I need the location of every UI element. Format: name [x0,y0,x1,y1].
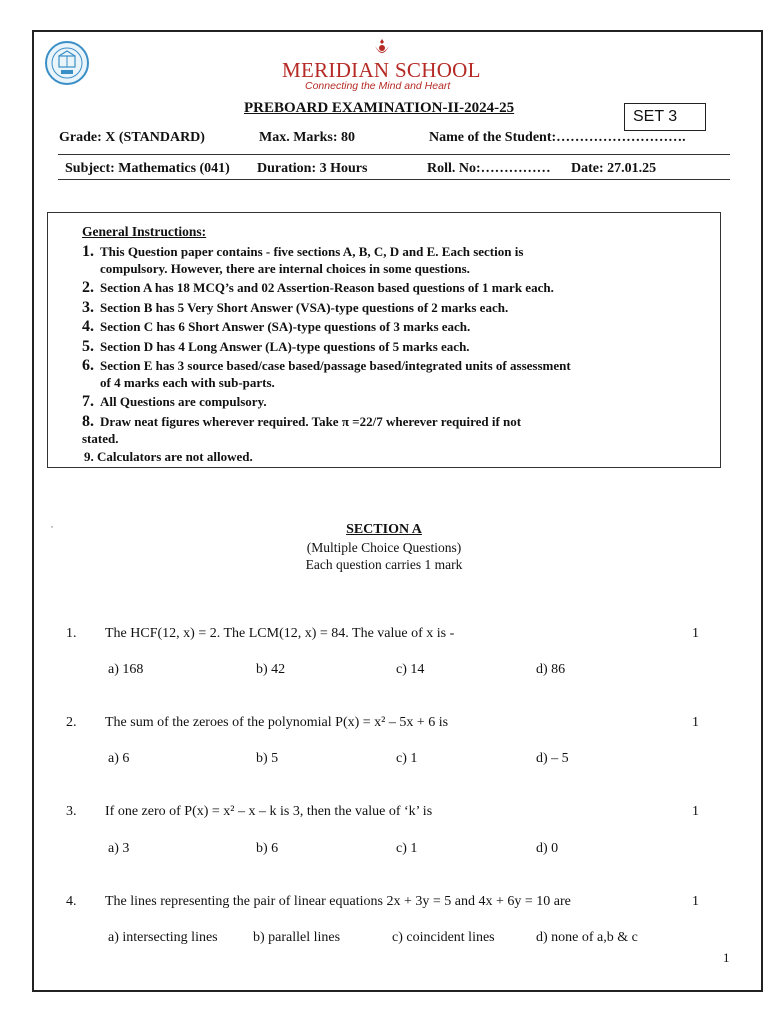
option-a: a) 3 [108,841,130,856]
option-b: b) 5 [256,751,279,766]
exam-title: PREBOARD EXAMINATION-II-2024-25 [244,100,515,116]
option-c: c) 1 [396,751,418,766]
option-b: b) 42 [256,662,286,677]
section-note: Each question carries 1 mark [305,557,463,572]
question-text: The HCF(12, x) = 2. The LCM(12, x) = 84. The value of x is - [105,626,455,641]
instruction-item: 9. Calculators are not allowed. [84,449,253,464]
header-divider [58,154,730,155]
option-d: d) 0 [536,841,559,856]
instruction-number: 5. [82,338,94,355]
set-label: SET 3 [624,103,706,131]
instruction-number: 6. [82,357,94,374]
header-divider-bottom [58,179,730,180]
question-mark: 1 [692,626,699,641]
instruction-item: 2. Section A has 18 MCQ’s and 02 Assertion-Reason based questions of 1 mark each. [82,279,554,296]
grade-label: Grade: X (STANDARD) [59,130,205,145]
instruction-number: 9. [84,449,94,464]
question-number: 4. [66,894,77,909]
question-text: The sum of the zeroes of the polynomial P(x) = x² – 5x + 6 is [105,715,449,730]
question-number: 3. [66,804,77,819]
option-d: d) – 5 [536,751,569,766]
instruction-number: 7. [82,393,94,410]
section-subtitle: (Multiple Choice Questions) [306,540,462,555]
instruction-item: 3. Section B has 5 Very Short Answer (VSA)-type questions of 2 marks each. [82,299,509,316]
instruction-item: 7. All Questions are compulsory. [82,393,267,410]
cbse-logo-icon [44,40,90,86]
instructions-title: General Instructions: [82,224,207,239]
option-d: d) 86 [536,662,566,677]
stray-mark: , [51,520,53,529]
question-number: 1. [66,626,77,641]
option-c: c) coincident lines [392,930,495,945]
subject-label: Subject: Mathematics (041) [65,161,230,176]
option-b: b) 6 [256,841,279,856]
section-title: SECTION A [346,522,422,537]
option-a: a) intersecting lines [108,930,218,945]
option-d: d) none of a,b & c [536,930,638,945]
question-number: 2. [66,715,77,730]
instruction-item: 1. This Question paper contains - five sections A, B, C, D and E. Each section is compulsory. However, there are internal choices in some questions. [82,243,524,276]
instruction-number: 2. [82,279,94,296]
student-name-field: Name of the Student:………………………. [429,130,686,145]
option-c: c) 1 [396,841,418,856]
question-text: The lines representing the pair of linear equations 2x + 3y = 5 and 4x + 6y = 10 are [105,894,571,909]
instruction-number: 1. [82,243,94,260]
question-mark: 1 [692,715,699,730]
option-a: a) 6 [108,751,130,766]
instruction-item: 5. Section D has 4 Long Answer (LA)-type questions of 5 marks each. [82,338,470,355]
max-marks-label: Max. Marks: 80 [259,130,356,145]
question-mark: 1 [692,804,699,819]
school-motto: Connecting the Mind and Heart [305,80,451,92]
instruction-number: 4. [82,318,94,335]
question-text: If one zero of P(x) = x² – x – k is 3, then the value of ‘k’ is [105,804,433,819]
meridian-emblem-icon [373,38,391,58]
school-name: MERIDIAN SCHOOL [282,58,481,82]
option-a: a) 168 [108,662,144,677]
date-label: Date: 27.01.25 [571,161,657,176]
instruction-item: 4. Section C has 6 Short Answer (SA)-type questions of 3 marks each. [82,318,471,335]
instruction-number: 3. [82,299,94,316]
option-c: c) 14 [396,662,425,677]
question-mark: 1 [692,894,699,909]
roll-no-field: Roll. No:…………… [427,161,551,176]
instruction-item: 8. Draw neat figures wherever required. Take π =22/7 wherever required if not stated. [82,413,522,446]
instruction-item: 6. Section E has 3 source based/case based/passage based/integrated units of assessment of 4 marks each with sub-parts. [82,357,571,390]
instruction-number: 8. [82,413,94,430]
option-b: b) parallel lines [253,930,341,945]
duration-label: Duration: 3 Hours [257,161,368,176]
page-number: 1 [723,950,730,965]
